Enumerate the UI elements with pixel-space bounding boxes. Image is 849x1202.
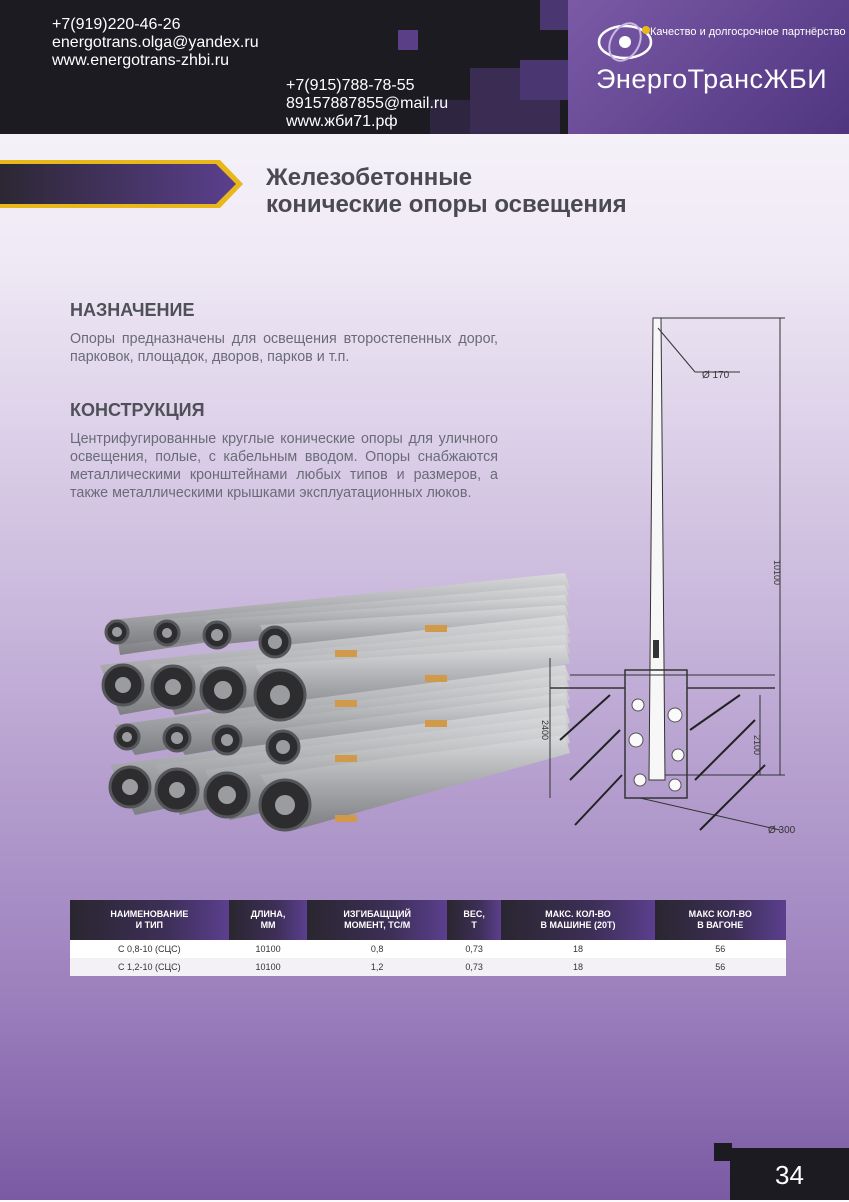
col-header-name: НАИМЕНОВАНИЕ И ТИП: [70, 900, 229, 940]
construction-heading: КОНСТРУКЦИЯ: [70, 400, 205, 420]
embed-right-label: 2100: [752, 735, 762, 756]
embed-left-label: 2400: [540, 720, 550, 741]
col-header-wagon: МАКС КОЛ-ВО В ВАГОНЕ: [655, 900, 786, 940]
title-line-2: конические опоры освещения: [266, 191, 627, 218]
spec-table: [70, 900, 786, 976]
logo-icon: [594, 18, 656, 64]
contacts-right: [286, 77, 448, 131]
table-row: [70, 940, 786, 958]
title-line-1: Железобетонные: [266, 164, 473, 191]
cell-weight: 0,73: [447, 958, 501, 976]
col-header-weight: ВЕС, Т: [447, 900, 501, 940]
cell-moment: 0,8: [307, 940, 446, 958]
cell-type: С 0,8-10 (СЦС): [70, 940, 229, 958]
cell-wagon: 56: [655, 958, 786, 976]
cell-length: 10100: [229, 940, 308, 958]
phone-1[interactable]: +7(919)220-46-26: [52, 16, 181, 33]
cell-type: С 1,2-10 (СЦС): [70, 958, 229, 976]
table-row: [70, 958, 786, 976]
page-number: 34: [730, 1148, 849, 1200]
website-2[interactable]: www.жби71.рф: [286, 113, 398, 130]
cell-moment: 1,2: [307, 958, 446, 976]
purpose-text: Опоры предназначены для освещения второстепенных дорог, парковок, площадок, дворов, парков и т.п.: [70, 331, 498, 365]
cell-weight: 0,73: [447, 940, 501, 958]
email-2[interactable]: 89157887855@mail.ru: [286, 95, 449, 112]
purpose-heading: НАЗНАЧЕНИЕ: [70, 300, 195, 320]
phone-2[interactable]: +7(915)788-78-55: [286, 77, 415, 94]
cell-wagon: 56: [655, 940, 786, 958]
table-header-row: [70, 900, 786, 940]
height-label: 10100: [772, 560, 782, 586]
cable-inlet: [653, 640, 659, 658]
pole-drawing: [540, 310, 800, 840]
cell-length: 10100: [229, 958, 308, 976]
title-arrow-bar: [0, 160, 245, 208]
website-1[interactable]: www.energotrans-zhbi.ru: [52, 52, 229, 69]
cell-truck: 18: [501, 958, 654, 976]
page-title: [266, 164, 627, 218]
contacts-left: [52, 16, 259, 70]
tagline: Качество и долгосрочное партнёрство: [650, 26, 846, 38]
poles-stack-image: [95, 565, 585, 855]
brand-name: ЭнергоТрансЖБИ: [596, 64, 828, 94]
col-header-truck: МАКС. КОЛ-ВО В МАШИНЕ (20Т): [501, 900, 654, 940]
top-diameter-label: Ø 170: [702, 370, 730, 381]
email-1[interactable]: energotrans.olga@yandex.ru: [52, 34, 259, 51]
col-header-length: ДЛИНА, ММ: [229, 900, 308, 940]
header-band: [0, 0, 849, 134]
construction-text: Центрифугированные круглые конические опоры для уличного освещения, полые, с кабельным вводом. Опоры снабжаются металлическими кронштейнами любых типов и размеров, а также металлическими крышками эксплуатационных люков.: [70, 431, 498, 501]
base-diameter-label: Ø 300: [768, 825, 796, 836]
col-header-moment: ИЗГИБАЩЩИЙ МОМЕНТ, ТС/М: [307, 900, 446, 940]
cell-truck: 18: [501, 940, 654, 958]
